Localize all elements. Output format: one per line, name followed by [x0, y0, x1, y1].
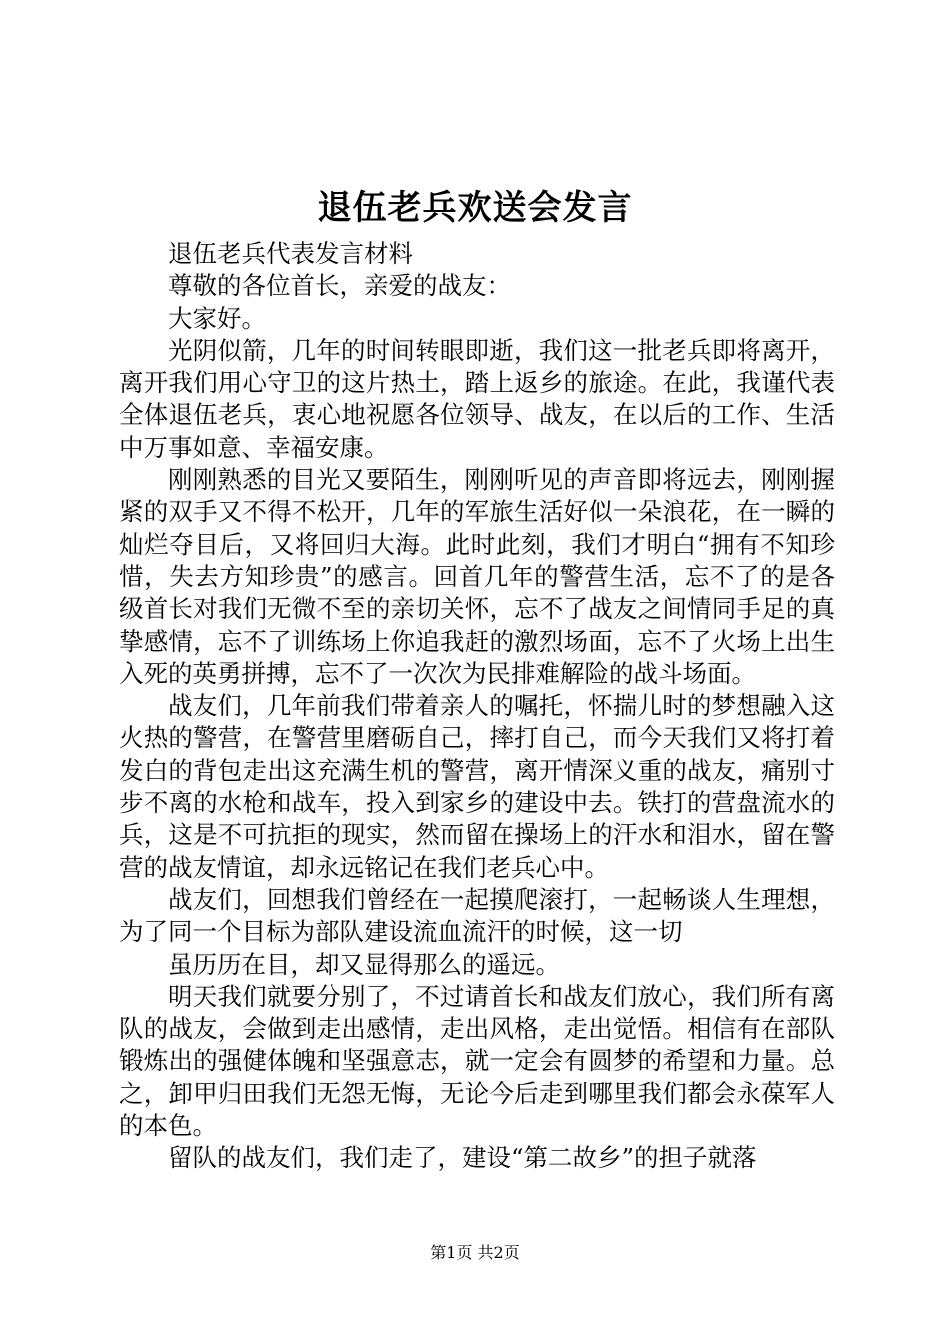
- paragraph-4-continued: 虽历历在目，却又显得那么的遥远。: [168, 949, 560, 979]
- paragraph-greeting: 大家好。: [168, 303, 266, 333]
- paragraph-2: 刚刚熟悉的目光又要陌生，刚刚听见的声音即将远去，刚刚握紧的双手又不得不松开，几年的军旅生活好似一朵浪花，在一瞬的灿烂夺目后，又将回归大海。此时此刻，我们才明白“拥有不知珍惜，失去方知珍贵”的感言。回首几年的警营生活，忘不了的是各级首长对我们无微不至的亲切关怀，忘不了战友之间情同手足的真挚感情，忘不了训练场上你追我赶的激烈场面，忘不了火场上出生入死的英勇拼搏，忘不了一次次为民排难解险的战斗场面。: [119, 465, 835, 688]
- page-footer: 第1页 共2页: [430, 1243, 520, 1262]
- paragraph-salutation: 尊敬的各位首长，亲爱的战友：: [168, 271, 511, 301]
- paragraph-3: 战友们，几年前我们带着亲人的嘱托，怀揣儿时的梦想融入这火热的警营，在警营里磨砺自己，摔打自己，而今天我们又将打着发白的背包走出这充满生机的警营，离开情深义重的战友，痛别寸步不离的水枪和战车，投入到家乡的建设中去。铁打的营盘流水的兵，这是不可抗拒的现实，然而留在操场上的汗水和泪水，留在警营的战友情谊，却永远铭记在我们老兵心中。: [119, 691, 835, 882]
- paragraph-1: 光阴似箭，几年的时间转眼即逝，我们这一批老兵即将离开，离开我们用心守卫的这片热土，踏上返乡的旅途。在此，我谨代表全体退伍老兵，衷心地祝愿各位领导、战友，在以后的工作、生活中万事如意、幸福安康。: [119, 335, 835, 462]
- document-body: [119, 238, 835, 1175]
- document-title: 退伍老兵欢送会发言: [317, 188, 633, 228]
- paragraph-4: 战友们，回想我们曾经在一起摸爬滚打，一起畅谈人生理想，为了同一个目标为部队建设流血流汗的时候，这一切: [119, 884, 835, 947]
- paragraph-subtitle: 退伍老兵代表发言材料: [168, 239, 413, 268]
- paragraph-6: 留队的战友们，我们走了，建设“第二故乡”的担子就落: [168, 1143, 757, 1173]
- paragraph-5: 明天我们就要分别了，不过请首长和战友们放心，我们所有离队的战友，会做到走出感情，走出风格，走出觉悟。相信有在部队锻炼出的强健体魄和坚强意志，就一定会有圆梦的希望和力量。总之，卸甲归田我们无怨无悔，无论今后走到哪里我们都会永葆军人的本色。: [119, 981, 835, 1141]
